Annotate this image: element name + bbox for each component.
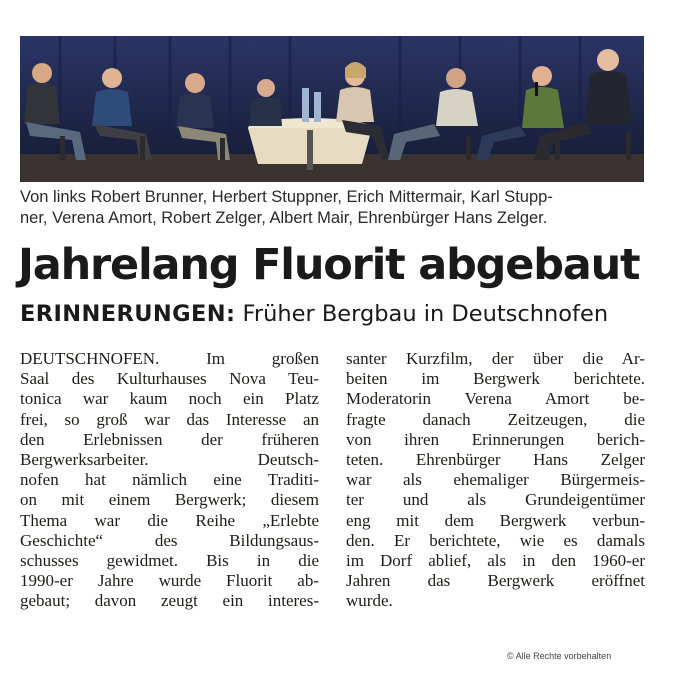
subheadline-kicker: ERINNERUNGEN: [20,301,236,327]
body-line: beiten im Bergwerk berichtete. [346,369,645,389]
body-line: nofen hat nämlich eine Traditi- [20,470,319,490]
body-line: DEUTSCHNOFEN. Im großen [20,349,319,368]
body-line: Jahren das Bergwerk eröffnet [346,571,645,591]
body-line: Moderatorin Verena Amort be- [346,389,645,409]
body-line: den Erlebnissen der früheren [20,429,319,449]
article-headline: Jahrelang Fluorit abgebaut [18,240,640,290]
body-line: gebaut; davon zeugt ein interes- [20,591,319,611]
photo-caption [20,187,650,229]
body-line: Bergwerksarbeiter. Deutsch- [20,449,319,469]
body-line: wurde. [346,591,393,611]
body-line: Geschichte“ des Bildungsaus- [20,530,319,550]
article-column-right [346,349,645,611]
body-line: on mit einem Bergwerk; diesem [20,490,319,510]
caption-line: ner, Verena Amort, Robert Zelger, Albert Mair, Ehrenbürger Hans Zelger. [20,209,548,227]
body-line: den. Er berichtete, wie es damals [346,530,645,550]
body-line: teten. Ehrenbürger Hans Zelger [346,449,645,469]
caption-line: Von links Robert Brunner, Herbert Stuppner, Erich Mittermair, Karl Stupp- [20,188,553,206]
body-line: Thema war die Reihe „Erlebte [20,510,319,530]
body-line: von ihren Erinnerungen berich- [346,429,645,449]
body-line: war als ehemaliger Bürgermeis- [346,470,645,490]
copyright-notice: © Alle Rechte vorbehalten [507,651,612,661]
body-line: eng mit dem Bergwerk verbun- [346,510,645,530]
body-line: fragte danach Zeitzeugen, die [346,409,645,429]
subheadline-text: Früher Bergbau in Deutschnofen [235,301,609,327]
body-line: frei, so groß war das Interesse an [20,409,319,429]
panel-photo-illustration [20,36,644,182]
body-line: Saal des Kulturhauses Nova Teu- [20,369,319,389]
body-line: santer Kurzfilm, der über die Ar- [346,349,645,368]
panel-photo [20,36,644,182]
article-column-left [20,349,319,611]
body-line: tonica war kaum noch ein Platz [20,389,319,409]
article-subheadline [20,299,660,329]
body-line: 1990-er Jahre wurde Fluorit ab- [20,571,319,591]
body-line: schusses gewidmet. Bis in die [20,550,319,570]
body-line: ter und als Grundeigentümer [346,490,645,510]
body-line: im Dorf ablief, als in den 1960-er [346,550,645,570]
